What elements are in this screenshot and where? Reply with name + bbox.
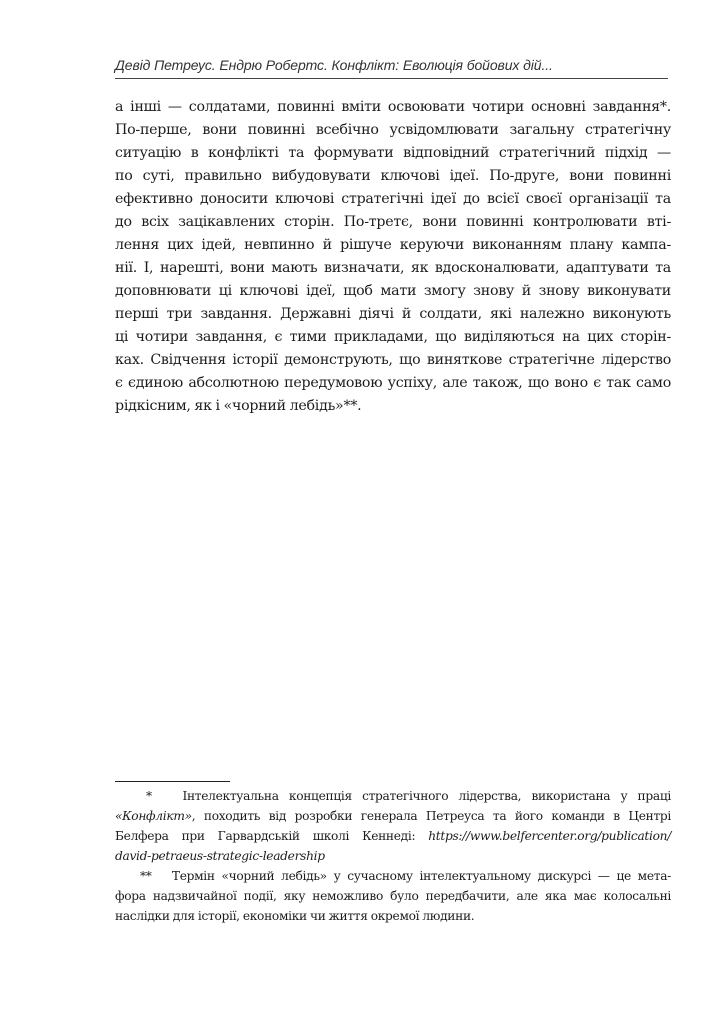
footnote-1-text: Інтелектуальна концепція стратегічного лідерства, використана у праці — [182, 789, 671, 803]
body-line: ефективно доносити ключові стратегічні ідеї до всієї своєї організації та — [115, 191, 671, 207]
body-text — [115, 96, 671, 418]
body-line: є єдиною абсолютною передумовою успіху, але також, що воно є так само — [115, 375, 671, 391]
footnote-2-line — [115, 866, 671, 886]
footnote-1-line — [115, 826, 671, 846]
body-line: по суті, правильно вибудовувати ключові ідеї. По-друге, вони повинні — [115, 168, 671, 184]
body-line: ці чотири завдання, є тими прикладами, що виділяються на цих сторін- — [115, 329, 671, 345]
footnote-rule — [115, 781, 230, 782]
footnote-1-line — [115, 786, 671, 806]
body-line: рідкісним, як і «чорний лебідь»**. — [115, 398, 362, 414]
footnote-1-url-continued[interactable]: david-petraeus-strategic-leadership — [115, 849, 325, 863]
footnote-1-url[interactable]: https://www.belfercenter.org/publication/ — [428, 829, 671, 843]
body-line: а інші — солдатами, повинні вміти освоювати чотири основні завдання*. — [115, 99, 671, 115]
body-line: По-перше, вони повинні всебічно усвідомлювати загальну стратегічну — [115, 122, 671, 138]
body-line: нії. І, нарешті, вони мають визначати, як вдосконалювати, адаптувати та — [115, 260, 671, 276]
footnote-1-book-title: «Конфлікт» — [115, 809, 192, 823]
running-head: Девід Петреус. Ендрю Робертс. Конфлікт: Еволюція бойових дій... — [115, 57, 553, 73]
body-line: лення цих ідей, невпинно й рішуче керуючи виконанням плану кампа- — [115, 237, 671, 253]
footnote-1-marker: * — [146, 789, 152, 803]
body-line: ситуацію в конфлікті та формувати відповідний стратегічний підхід — — [115, 145, 671, 161]
body-line: до всіх зацікавлених сторін. По-третє, вони повинні контролювати вті- — [115, 214, 671, 230]
footnote-1-line — [115, 806, 671, 826]
footnote-2-line: наслідки для історії, економіки чи життя окремої людини. — [115, 909, 475, 923]
body-line: перші три завдання. Державні діячі й солдати, які належно виконують — [115, 306, 671, 322]
footnote-1-text: Белфера при Гарвардській школі Кеннеді: — [115, 829, 429, 843]
footnote-2-line: фора надзвичайної події, яку неможливо було передбачити, але яка має колосальні — [115, 889, 671, 903]
body-line: ках. Свідчення історії демонструють, що виняткове стратегічне лідерство — [115, 352, 671, 368]
footnote-1-text: , походить від розробки генерала Петреуса та його команди в Центрі — [191, 809, 671, 823]
body-line: доповнювати ці ключові ідеї, щоб мати змогу знову й знову виконувати — [115, 283, 671, 299]
footnotes — [115, 786, 671, 926]
footnote-2-text: Термін «чорний лебідь» у сучасному інтелектуальному дискурсі — це мета- — [171, 869, 671, 883]
header-rule — [115, 78, 668, 79]
footnote-2-marker: ** — [140, 869, 152, 883]
